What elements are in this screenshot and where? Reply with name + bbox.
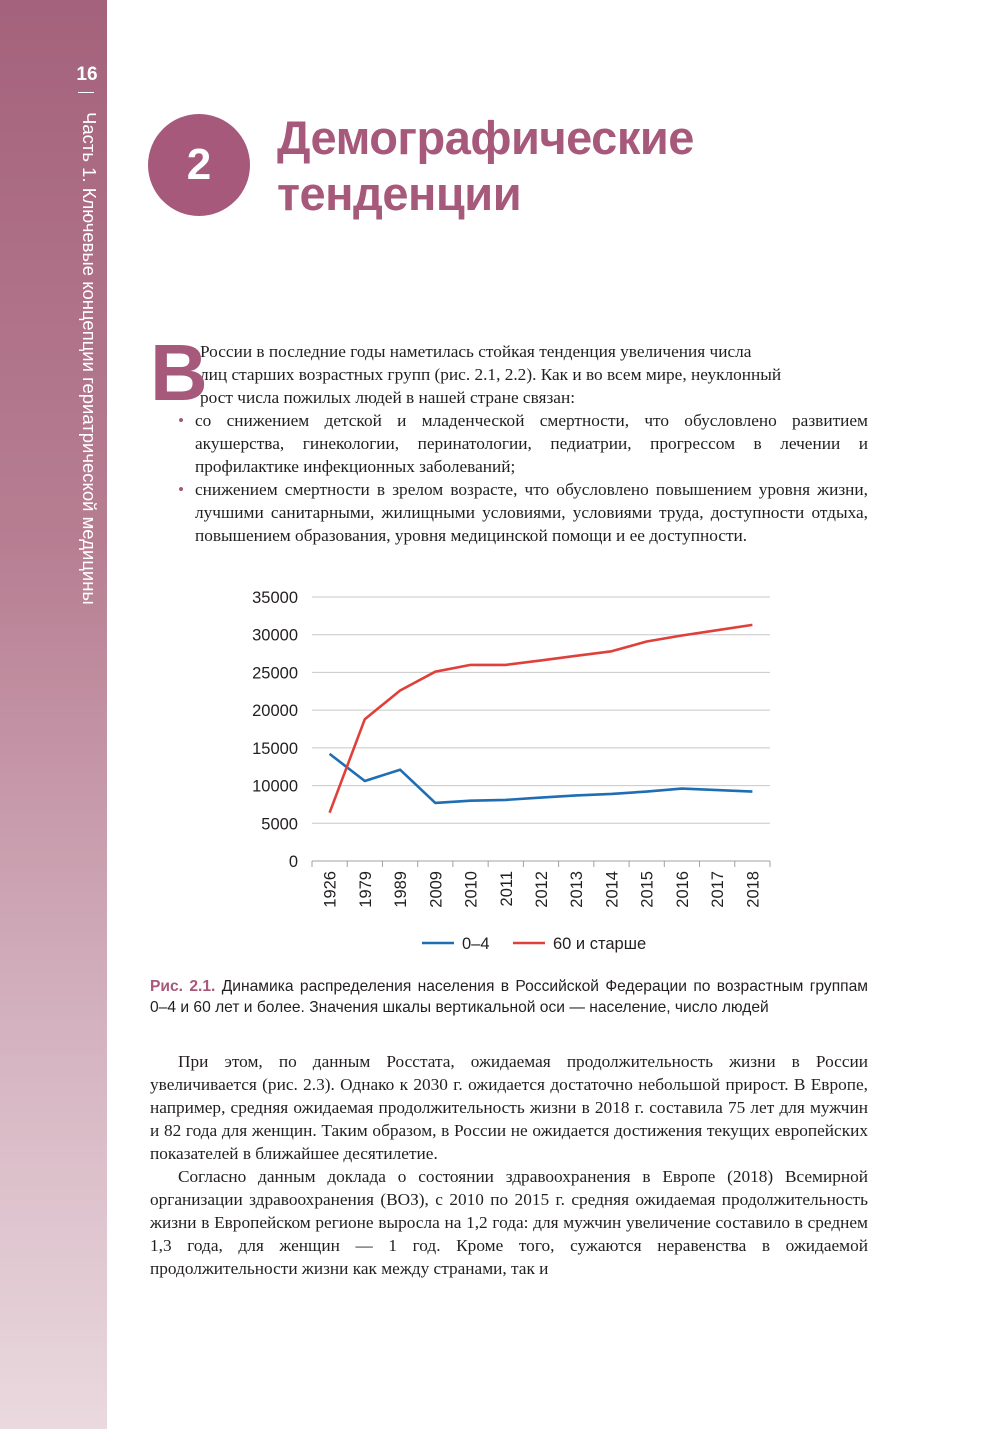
x-tick-label: 2012 [533,871,551,908]
x-tick-label: 1926 [321,871,340,908]
y-tick-label: 25000 [252,664,298,683]
figure-caption-text: Динамика распределения населения в Российской Федерации по возрастным группам 0–4 и 60 лет и более. Значения шкалы вертикальной оси — население, число людей [150,978,868,1016]
bullet-list [150,409,868,547]
series-line-60-plus [330,625,753,813]
series-line-0-4 [330,754,753,803]
x-tick-label: 2009 [427,871,446,908]
x-tick-label: 2011 [497,871,516,907]
intro-line: лиц старших возрастных групп (рис. 2.1, 2.2). Как и во всем мире, неуклонный [200,365,782,384]
legend-label: 60 и старше [553,935,647,953]
chapter-number-badge: 2 [148,114,250,216]
x-tick-label: 2015 [638,871,657,908]
intro-line: рост числа пожилых людей в нашей стране связан: [200,388,576,407]
page-number: 16 [76,64,98,85]
bullet-item: • снижением смертности в зрелом возрасте, что обусловлено повышением уровня жизни, лучшими санитарными, жилищными условиями, условиями труда, доступности отдыха, повышением образования, уровня медицинской помощи и ее доступности. [150,478,868,547]
x-tick-label: 1989 [392,871,411,908]
y-tick-label: 20000 [252,702,298,721]
y-tick-label: 35000 [252,589,298,607]
intro-section [150,328,868,547]
body-paragraph: При этом, по данным Росстата, ожидаемая продолжительность жизни в России увеличивается (рис. 2.3). Однако к 2030 г. ожидается достаточно небольшой прирост. В Европе, например, средняя ожидаемая продолжительность жизни в 2018 г. составила 75 лет для мужчин и 82 года для женщин. Таким образом, в России не ожидается достижения текущих европейских показателей в ближайшее десятилетие. [150,1052,868,1163]
chapter-title [277,110,694,222]
drop-cap: В [150,328,208,417]
x-tick-label: 2014 [603,871,622,908]
y-tick-label: 0 [288,853,298,871]
x-tick-label: 2017 [709,871,728,908]
x-tick-label: 2018 [744,871,763,908]
running-title: Часть 1. Ключевые концепции гериатрической медицины [79,112,100,605]
x-tick-label: 2013 [568,871,587,908]
body-paragraph: Согласно данным доклада о состоянии здравоохранения в Европе (2018) Всемирной организации здравоохранения (ВОЗ), с 2010 по 2015 г. средняя ожидаемая продолжительность жизни в Европейском регионе выросла на 1,2 года: для мужчин увеличение составило в среднем 1,3 года, для женщин — 1 год. Кроме того, сужаются неравенства в ожидаемой продолжительности жизни как между странами, так и [150,1167,868,1278]
x-tick-label: 1979 [356,871,375,908]
legend-label: 0–4 [462,935,490,953]
y-tick-label: 30000 [252,626,298,645]
figure-label: Рис. 2.1. [150,978,216,995]
population-line-chart [230,585,790,965]
chapter-title-line1: Демографические [277,111,694,164]
x-tick-label: 2016 [673,871,692,908]
x-tick-label: 2010 [462,871,481,908]
y-tick-label: 5000 [261,815,298,834]
y-tick-label: 10000 [252,777,298,796]
intro-line: России в последние годы наметилась стойкая тенденция увеличения числа [200,342,752,361]
body-text [150,1050,868,1280]
y-tick-label: 15000 [252,739,298,758]
figure-caption [150,976,868,1018]
chapter-title-line2: тенденции [277,167,522,220]
page-number-rule [78,92,94,93]
bullet-item: • со снижением детской и младенческой смертности, что обусловлено развитием акушерства, гинекологии, перинатологии, педиатрии, прогрессом в лечении и профилактике инфекционных заболеваний; [150,409,868,478]
